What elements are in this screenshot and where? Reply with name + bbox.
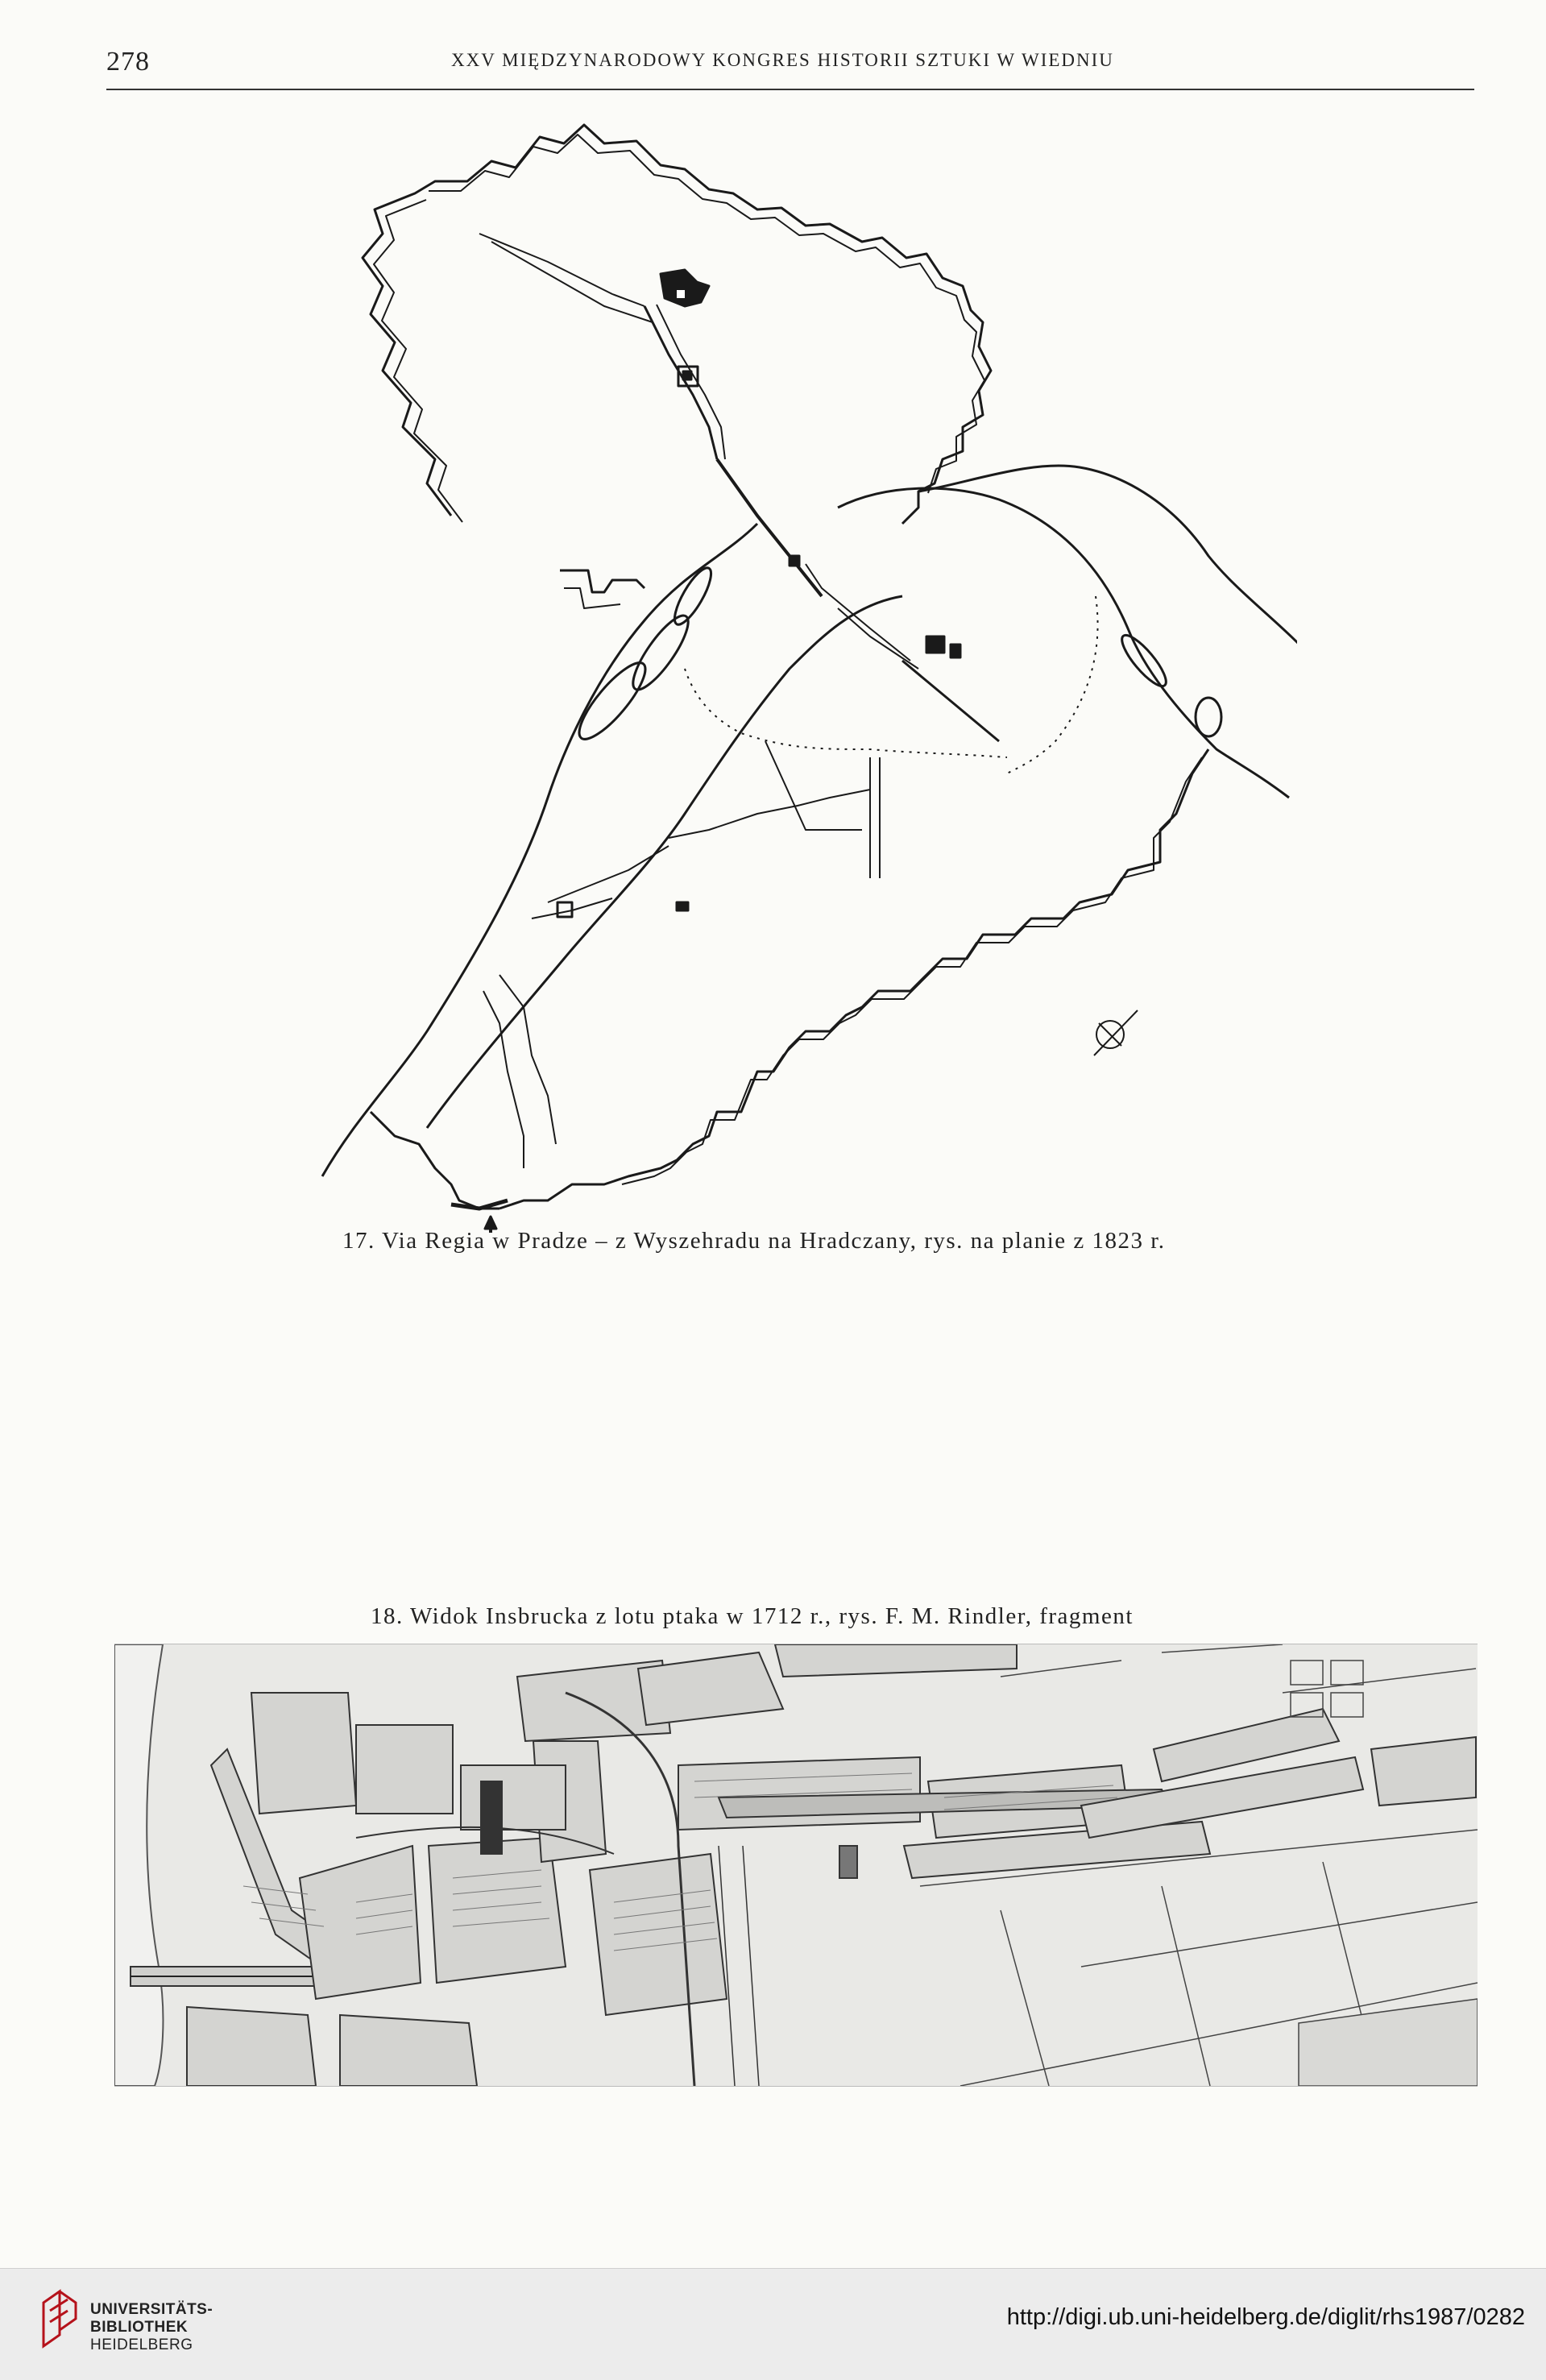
figure-18-caption: 18. Widok Insbrucka z lotu ptaka w 1712 r., rys. F. M. Rindler, fragment (371, 1603, 1134, 1629)
castle-building (661, 270, 709, 306)
document-url-link[interactable]: http://digi.ub.uni-heidelberg.de/diglit/rhs1987/0282 (1006, 2304, 1525, 2330)
charles-bridge (717, 459, 822, 596)
river-bank-lower-inner (427, 596, 902, 1128)
running-head: XXV MIĘDZYNARODOWY KONGRES HISTORII SZTUKI W WIEDNIU (451, 50, 1114, 70)
new-town-fortification (499, 749, 1208, 1209)
page-number: 278 (106, 47, 150, 77)
compass-icon (1094, 1010, 1138, 1055)
library-name-line3: HEIDELBERG (90, 2336, 193, 2353)
figure-17-caption: 17. Via Regia w Pradze – z Wyszehradu na Hradczany, rys. na planie z 1823 r. (342, 1228, 1166, 1254)
library-name-line1: UNIVERSITÄTS- (90, 2301, 213, 2318)
river-bank-lower (322, 524, 757, 1176)
figure-17-map (306, 105, 1297, 1233)
university-library-logo-icon (35, 2287, 85, 2351)
river-bank-upper-inner (838, 488, 1289, 798)
castle-fortification (363, 125, 991, 524)
library-name-line2: BIBLIOTHEK (90, 2319, 189, 2336)
river-bank-upper (918, 466, 1297, 669)
figure-18-engraving (114, 1644, 1478, 2087)
header-rule (106, 89, 1474, 90)
